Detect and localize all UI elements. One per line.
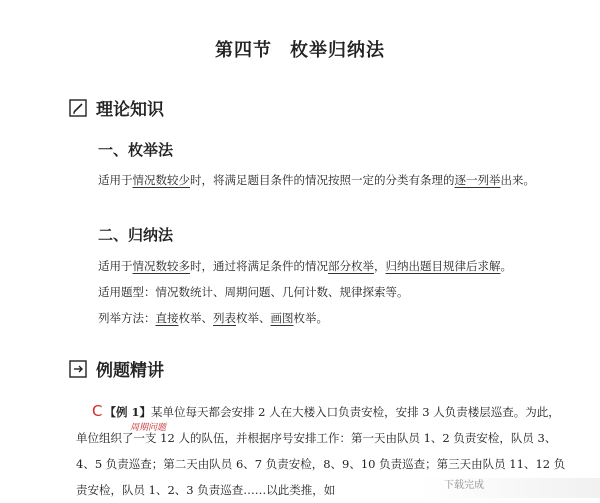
download-status: 下载完成: [418, 478, 600, 498]
induction-line-2: 适用题型：情况数统计、周期问题、几何计数、规律探索等。: [98, 285, 409, 299]
handwritten-annotation: 周期问题: [130, 423, 167, 433]
subheading-induction: 二、归纳法: [98, 226, 174, 244]
title-section-number: 第四节: [215, 40, 272, 61]
text-run: 列举方法：: [98, 311, 156, 325]
section-heading-text: 例题精讲: [96, 361, 164, 381]
underlined-term: 归纳出题目规律后求解: [385, 259, 501, 273]
section-heading-examples: [68, 356, 164, 381]
example-tag: 【例 1】: [104, 405, 151, 419]
text-run: 枚举。: [293, 311, 328, 325]
underlined-term: 画图: [270, 311, 294, 325]
text-run: 枚举、: [178, 311, 213, 325]
underlined-term: 列表: [213, 311, 236, 325]
section-heading-theory: [68, 95, 164, 120]
underlined-term: 部分枚举: [328, 259, 374, 273]
example-marker: C: [92, 402, 103, 420]
arrow-box-icon: [68, 359, 88, 379]
text-run: ，: [374, 259, 386, 273]
text-run: 出来。: [500, 173, 535, 187]
section-heading-text: 理论知识: [96, 100, 164, 120]
underlined-term: 直接: [155, 311, 179, 325]
enumeration-paragraph: [76, 168, 556, 192]
induction-line-3: [98, 308, 328, 328]
underlined-term: 逐一列举: [454, 173, 501, 187]
pencil-note-icon: [68, 98, 88, 118]
underlined-term: 情况数较多: [132, 259, 190, 273]
text-run: 。: [500, 259, 512, 273]
text-run: 适用于: [98, 173, 133, 187]
text-run: 时，通过将满足条件的情况: [190, 259, 328, 273]
text-run: 适用于: [98, 259, 133, 273]
title-text: 枚举归纳法: [290, 40, 385, 61]
subheading-enumeration: 一、枚举法: [98, 141, 174, 159]
text-run: 枚举、: [236, 311, 271, 325]
induction-line-1: [98, 256, 512, 276]
example-text: 某单位每天都会安排 2 人在大楼入口负责安检，安排 3 人负责楼层巡查。为此，单位组织了一支 12 人的队伍，并根据序号安排工作：第一天由队员 1、2 负责安检，队员 3、4、5 负责巡查；第二天由队员 6、7 负责安检，8、9、10 负责巡查；第三天由队员 11、12 负责安检，队员 1、2、3 负责巡查……以此类推，如: [76, 405, 566, 497]
page-title: [0, 36, 600, 62]
text-run: 时，将满足题目条件的情况按照一定的分类有条理的: [190, 173, 455, 187]
underlined-term: 情况数较少: [132, 173, 190, 187]
